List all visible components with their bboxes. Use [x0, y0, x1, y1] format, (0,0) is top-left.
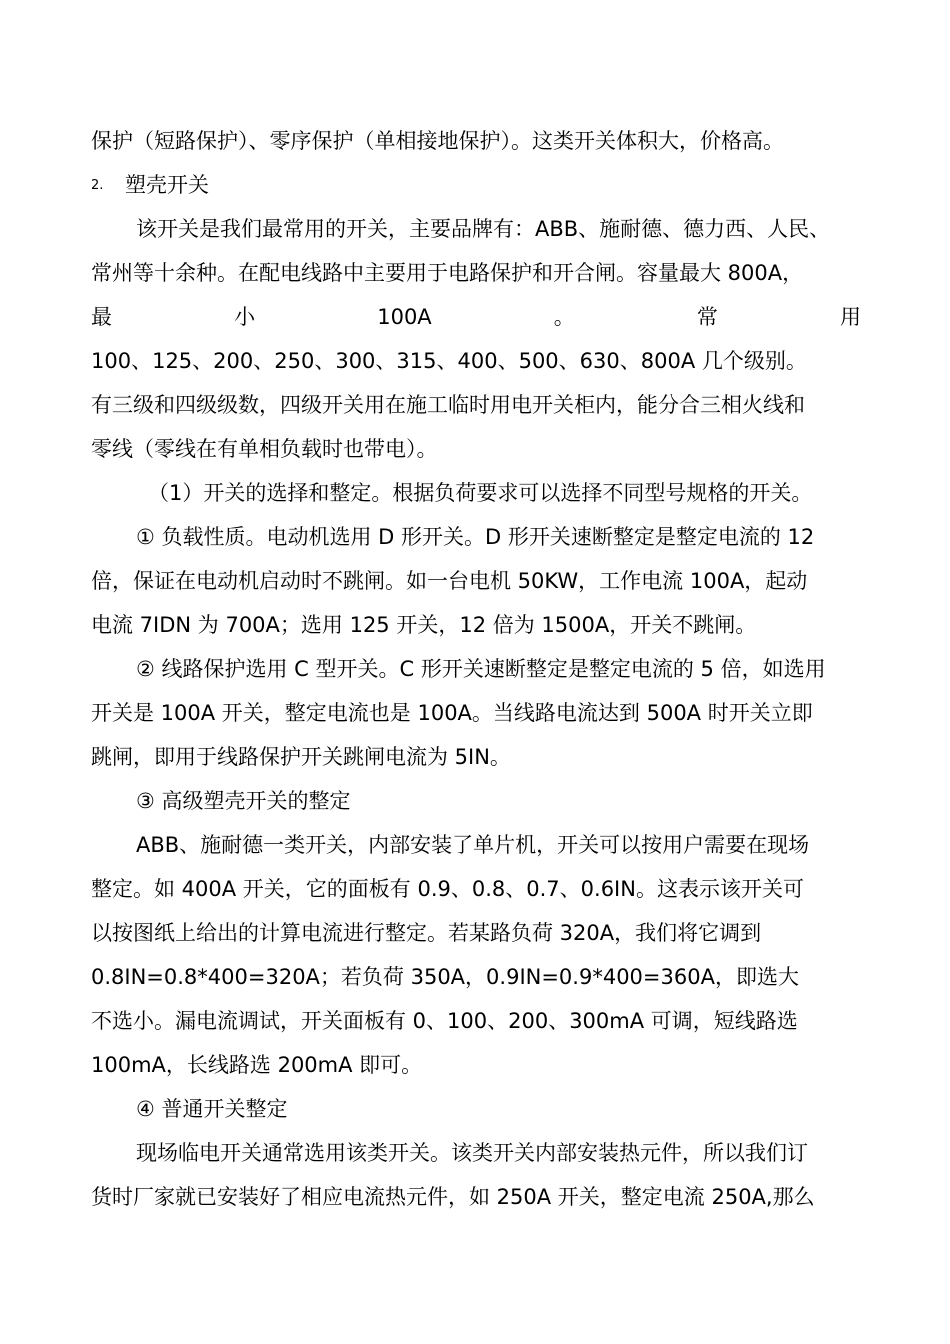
paragraph-line: 开关是 100A 开关，整定电流也是 100A。当线路电流达到 500A 时开关立即 [91, 701, 813, 725]
paragraph-line: 100、125、200、250、300、315、400、500、630、800A 几个级别。 [91, 349, 807, 373]
spread-word: 最 [91, 305, 112, 329]
paragraph-line: ABB、施耐德一类开关，内部安装了单片机，开关可以按用户需要在现场 [136, 833, 810, 857]
spread-paragraph-line [91, 302, 861, 332]
paragraph-line: 零线（零线在有单相负载时也带电）。 [91, 437, 438, 461]
spread-word: 100A [377, 305, 432, 329]
paragraph-line: 倍，保证在电动机启动时不跳闸。如一台电机 50KW，工作电流 100A，起动 [91, 569, 808, 593]
paragraph-line: 现场临电开关通常选用该类开关。该类开关内部安装热元件，所以我们订 [136, 1141, 808, 1165]
heading-text: 塑壳开关 [125, 173, 209, 197]
paragraph-line: 整定。如 400A 开关，它的面板有 0.9、0.8、0.7、0.6IN。这表示该开关可 [91, 877, 804, 901]
paragraph-line: 0.8IN=0.8*400=320A；若负荷 350A，0.9IN=0.9*400=360A，即选大 [91, 965, 799, 989]
paragraph-line: 该开关是我们最常用的开关，主要品牌有：ABB、施耐德、德力西、人民、 [136, 217, 831, 241]
paragraph-line: 跳闸，即用于线路保护开关跳闸电流为 5IN。 [91, 745, 511, 769]
list-number: 2. [91, 178, 104, 193]
paragraph-line: 不选小。漏电流调试，开关面板有 0、100、200、300mA 可调，短线路选 [91, 1009, 798, 1033]
paragraph-line: ② 线路保护选用 C 型开关。C 形开关速断整定是整定电流的 5 倍，如选用 [136, 657, 826, 681]
paragraph-line: 货时厂家就已安装好了相应电流热元件，如 250A 开关，整定电流 250A,那么 [91, 1185, 815, 1209]
paragraph-line: 100mA，长线路选 200mA 即可。 [91, 1053, 423, 1077]
item-heading: ④ 普通开关整定 [136, 1097, 288, 1121]
spread-word: 常 [696, 305, 718, 329]
paragraph-line: 常州等十余种。在配电线路中主要用于电路保护和开合闸。容量最大 800A， [91, 261, 804, 285]
section-heading [91, 170, 861, 201]
spread-word: 小 [234, 305, 256, 329]
paragraph-line: 有三级和四级级数，四级开关用在施工临时用电开关柜内，能分合三相火线和 [91, 393, 805, 417]
paragraph-line: 电流 7IDN 为 700A；选用 125 开关，12 倍为 1500A，开关不跳闸。 [91, 613, 757, 637]
spread-word: 。 [553, 305, 575, 329]
paragraph-line: 保护（短路保护）、零序保护（单相接地保护）。这类开关体积大，价格高。 [91, 129, 784, 153]
paragraph-line: ① 负载性质。电动机选用 D 形开关。D 形开关速断整定是整定电流的 12 [136, 525, 815, 549]
subsection-heading: （1）开关的选择和整定。根据负荷要求可以选择不同型号规格的开关。 [148, 481, 813, 505]
spread-word: 用 [840, 305, 861, 329]
item-heading: ③ 高级塑壳开关的整定 [136, 789, 351, 813]
paragraph-line: 以按图纸上给出的计算电流进行整定。若某路负荷 320A，我们将它调到 [91, 921, 762, 945]
